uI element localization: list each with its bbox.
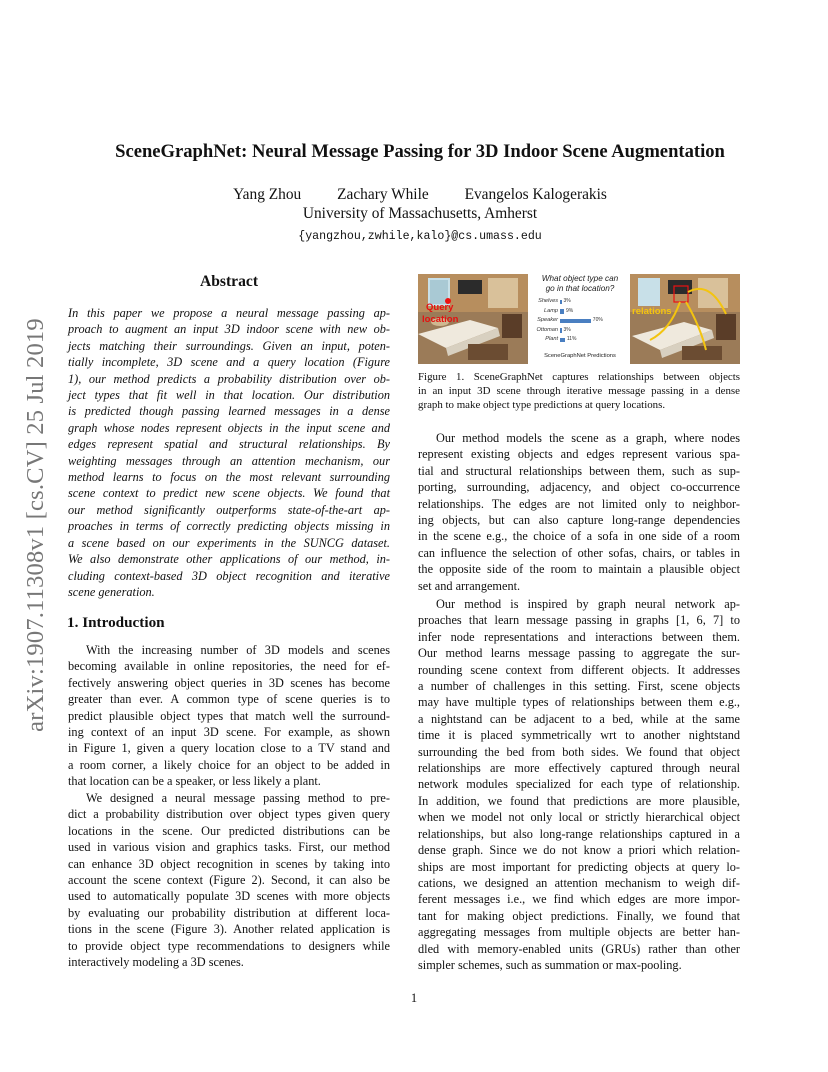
abstract-line: 1), our method predicts a probability distribution over ob- (68, 371, 390, 386)
bar-row (531, 307, 629, 316)
text-line: predict plausible object types that match well the surround- (68, 708, 390, 723)
bar-row (531, 316, 629, 325)
text-line: rounding scene context from different objects. It addresses (418, 662, 740, 677)
text-line: Our method is inspired by graph neural network ap- (436, 597, 740, 611)
text-line: a nightstand can be adjacent to a bed, while at the same (418, 711, 740, 726)
text-line: tial and structural relationships between them, such as sup- (418, 463, 740, 478)
right-paragraph-1 (418, 430, 740, 594)
text-line: becoming available in online repositories, the need for ef- (68, 659, 390, 674)
abstract-line: method learns to focus on the most relevant surrounding (68, 470, 390, 485)
text-line: proaches that learn message passing in graphs [1, 6, 7] to (418, 613, 740, 628)
text-line: infer node representations and interactions between them. (418, 629, 740, 644)
text-line: Our method learns message passing to aggregate the sur- (418, 646, 740, 661)
section-heading-introduction: 1. Introduction (67, 614, 165, 631)
abstract-line: tially incomplete, 3D scene and a query location (Figure (68, 355, 390, 370)
prediction-caption: SceneGraphNet Predictions (544, 353, 616, 359)
abstract-heading: Abstract (199, 273, 259, 290)
text-line: a number of challenges in this setting. First, scene objects (418, 679, 740, 694)
text-line: ing context of an input 3D scene. For example, as shown (68, 725, 390, 740)
abstract-line: In this paper we propose a neural message passing ap- (68, 306, 390, 320)
bar-row (531, 335, 629, 344)
text-line: time it is placed symmetrically wrt to another nightstand (418, 728, 740, 743)
caption-line: Figure 1. SceneGraphNet captures relationships between objects (418, 371, 740, 383)
text-line: greater than ever. A common type of scene queries is to (68, 692, 390, 707)
abstract-line: a scene based on our experiments in the SUNCG dataset. (68, 535, 390, 550)
text-line: cations, we designed an attention mechanism to weigh dif- (418, 875, 740, 890)
affiliation: University of Massachusetts, Amherst (302, 205, 538, 222)
text-line: that location can be a speaker, or less likely a plant. (68, 774, 321, 789)
bar-category-label: Plant (545, 336, 558, 343)
question-line: go in that location? (545, 284, 615, 293)
abstract-line: graph whose nodes represent objects in the input scene and (68, 420, 390, 435)
prediction-question (531, 274, 629, 294)
relations-label: relations (632, 306, 672, 317)
author-emails: {yangzhou,zwhile,kalo}@cs.umass.edu (298, 230, 542, 243)
bar-row (531, 326, 629, 335)
abstract-text (68, 305, 390, 600)
figure-1-caption (418, 370, 740, 413)
paper-title: SceneGraphNet: Neural Message Passing for 3D Indoor Scene Augmentation (115, 141, 725, 162)
text-line: porting, surrounding, adjacency, and object co-occurrence (418, 480, 740, 495)
bar (560, 338, 565, 343)
scene-render-relations (630, 274, 740, 364)
abstract-line: scene context to predict new scene objects. We found that (68, 486, 390, 501)
bar-value-label: 3% (563, 298, 571, 304)
bar (560, 300, 562, 305)
text-line: can enhance 3D object recognition in scenes by taking into (68, 856, 390, 871)
abstract-line: We also demonstrate other applications of our method, in- (68, 552, 390, 567)
author-name: Zachary While (337, 186, 429, 203)
text-line: With the increasing number of 3D models and scenes (86, 643, 390, 657)
text-line: dict a probability distribution over object types given query (68, 807, 390, 822)
text-line: used in various vision and graphics tasks. First, our method (68, 840, 390, 855)
intro-paragraph-1 (68, 642, 390, 790)
text-line: by evaluating our probability distribution at different loca- (68, 905, 390, 920)
bar-value-label: 70% (592, 317, 603, 324)
arxiv-stamp: arXiv:1907.11308v1 [cs.CV] 25 Jul 2019 (22, 318, 49, 732)
text-line: the opposite side of the room to maintain a plausible object (418, 562, 740, 577)
abstract-line: is predicted though passing learned messages in a dense (68, 404, 390, 419)
abstract-line: jects matching their surroundings. Given an input, poten- (68, 338, 390, 353)
bar-value-label: 3% (563, 326, 571, 333)
text-line: locations in the scene. Our predicted distributions can be (68, 823, 390, 838)
text-line: relationships, but also long-range relationships captured in a (418, 826, 740, 841)
text-line: We designed a neural message passing method to pre- (86, 791, 390, 805)
author-list (40, 186, 800, 204)
text-line: surrounding the bed from both sides. We found that object (418, 744, 740, 759)
bar-value-label: 11% (566, 336, 577, 343)
query-label-line1: Query (426, 302, 454, 313)
abstract-line: proaches in terms of correctly predicting objects missing in (68, 519, 390, 534)
bar (560, 309, 564, 314)
text-line: ferent messages i.e., we find which edges are more impor- (418, 892, 740, 907)
text-line: set and arrangement. (418, 578, 521, 593)
text-line: relationships. The edges are not limited only to neighbor- (418, 496, 740, 511)
bar-category-label: Shelves (538, 298, 558, 304)
bar (560, 319, 591, 324)
caption-line: graph to make object type predictions at query locations. (418, 399, 666, 412)
prediction-chart (531, 274, 629, 364)
bar-category-label: Ottoman (536, 326, 558, 333)
text-line: simpler schemes, such as summation or max-pooling. (418, 957, 682, 972)
question-line: What object type can (541, 274, 619, 283)
text-line: in the scene e.g., the choice of a sofa in one side of a room (418, 529, 740, 544)
text-line: dense graph. Since we do not know a priori which relation- (418, 843, 740, 858)
text-line: may have multiple types of relationships between them e.g., (418, 695, 740, 710)
query-label-line2: location (422, 314, 459, 325)
right-paragraph-2 (418, 596, 740, 973)
text-line: tions in the scene (Figure 3). Another related application is (68, 922, 390, 937)
abstract-line: weighting messages through an attention mechanism, our (68, 453, 390, 468)
text-line: can influence the selection of other sofas, chairs, or tables in (418, 545, 740, 560)
author-name: Yang Zhou (233, 186, 302, 203)
intro-paragraph-2 (68, 790, 390, 970)
text-line: Our method models the scene as a graph, where nodes (436, 431, 740, 445)
abstract-line: our method significantly outperforms state-of-the-art ap- (68, 502, 390, 517)
text-line: fectively answering object queries in 3D scenes has become (68, 675, 390, 690)
caption-line: in an input 3D scene through iterative message passing in a dense (418, 385, 740, 398)
text-line: relationships are more effectively captured through neural (418, 761, 740, 776)
author-name: Evangelos Kalogerakis (464, 186, 607, 203)
text-line: in Figure 1, given a query location close to a TV stand and (68, 741, 390, 756)
text-line: aggregating messages from multiple objects are better han- (418, 925, 740, 940)
text-line: ships are most important for predicting objects at query lo- (418, 859, 740, 874)
scene-render-query (418, 274, 528, 364)
bar-category-label: Lamp (544, 307, 558, 314)
bar (560, 328, 562, 333)
abstract-line: ject types that fit well in that location. Our distribution (68, 388, 390, 403)
text-line: In addition, we found that predictions are more plausible, (418, 793, 740, 808)
text-line: used to automatically populate 3D scenes with more objects (68, 889, 390, 904)
page-number: 1 (410, 991, 418, 1005)
text-line: represent existing objects and edges represent various spa- (418, 447, 740, 462)
text-line: when we model not only local or strictly hierarchical object (418, 810, 740, 825)
abstract-line: edges represent spatial and structural relationships. By (68, 437, 390, 452)
figure-1 (418, 274, 740, 366)
bar-row (531, 297, 629, 306)
abstract-line: cluding context-based 3D object recognition and iterative (68, 568, 390, 583)
text-line: interactively modeling a 3D scenes. (68, 955, 244, 970)
bar-category-label: Speaker (537, 317, 558, 324)
text-line: a room corner, a likely choice for an object to be added in (68, 757, 390, 772)
text-line: tant for making object predictions. Finally, we found that (418, 908, 740, 923)
text-line: to provide object type recommendations to designers while (68, 938, 390, 953)
text-line: dled with memory-enabled units (GRUs) rather than other (418, 941, 740, 956)
bar-value-label: 9% (565, 307, 574, 314)
abstract-line: scene generation. (68, 584, 155, 599)
text-line: account the scene context (Figure 2). Second, it can also be (68, 873, 390, 888)
text-line: ing objects, but can also capture long-range dependencies (418, 513, 740, 528)
text-line: network modules specialized for each type of relationship. (418, 777, 740, 792)
abstract-line: proach to augment an input 3D indoor scene with new ob- (68, 322, 390, 337)
